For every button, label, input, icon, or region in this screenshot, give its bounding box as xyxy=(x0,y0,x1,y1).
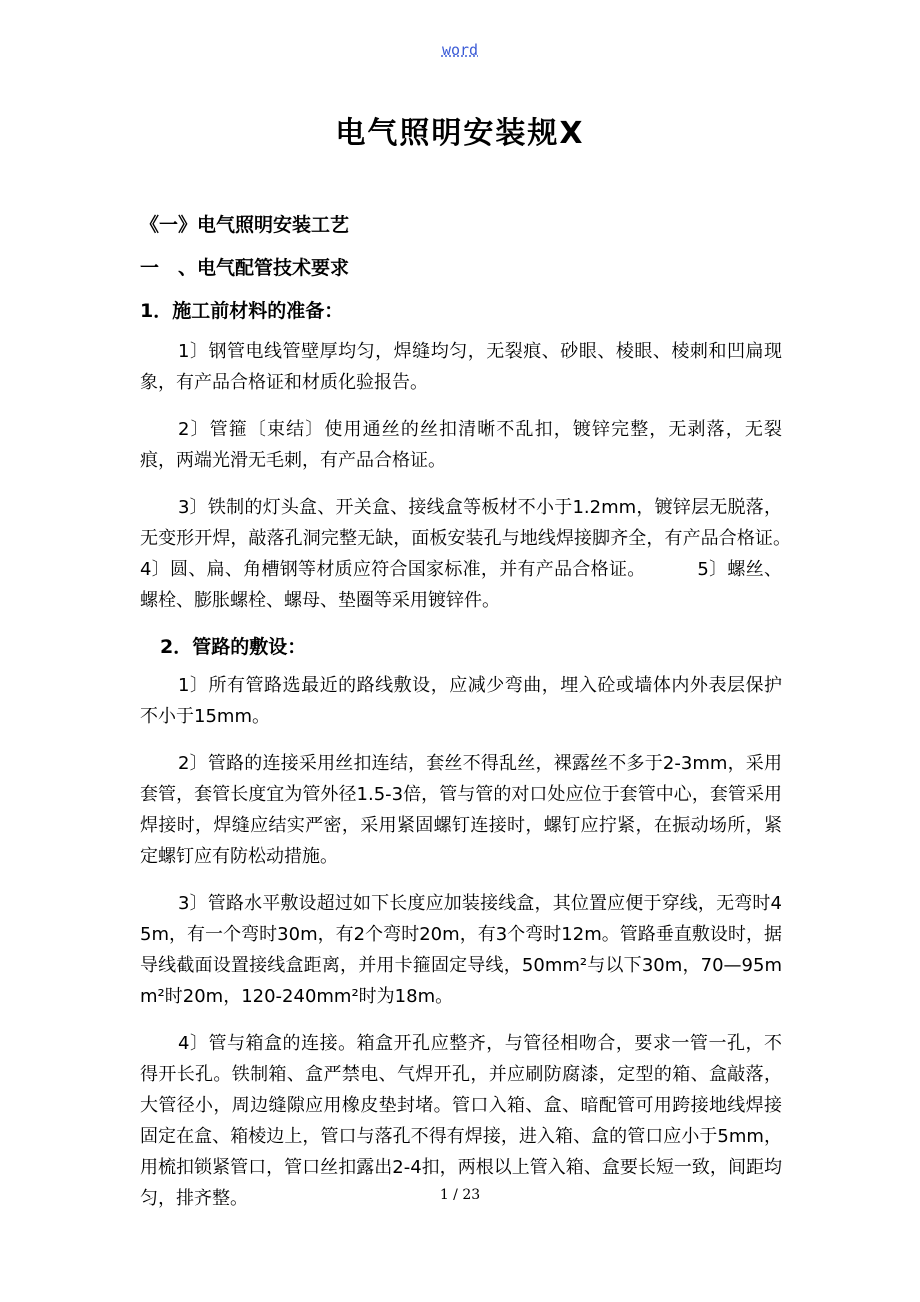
document-body xyxy=(140,210,824,1230)
header xyxy=(0,40,920,60)
document-title: 电气照明安装规X xyxy=(335,116,585,151)
part2-heading: 2．管路的敷设： xyxy=(160,636,307,658)
part2-paragraph-3: 3〕管路水平敷设超过如下长度应加装接线盒，其位置应便于穿线，无弯时45m，有一个弯时30m，有2个弯时20m，有3个弯时12m。管路垂直敷设时，据导线截面设置接线盒距离，并用卡箍固定导线，50mm²与以下30m，70—95mm²时20m，120-240mm²时为18m。 xyxy=(140,893,782,1007)
part1-paragraph-2: 2〕管箍〔束结〕使用通丝的丝扣清晰不乱扣，镀锌完整，无剥落，无裂痕，两端光滑无毛刺，有产品合格证。 xyxy=(140,419,782,471)
part2-paragraph-1: 1〕所有管路选最近的路线敷设，应减少弯曲，埋入砼或墙体内外表层保护不小于15mm。 xyxy=(140,675,782,727)
subsection-title: 一 、电气配管技术要求 xyxy=(140,257,350,279)
part2-paragraph-4: 4〕管与箱盒的连接。箱盒开孔应整齐，与管径相吻合，要求一管一孔，不得开长孔。铁制箱、盒严禁电、气焊开孔，并应刷防腐漆，定型的箱、盒敲落，大管径小，周边缝隙应用橡皮垫封堵。管口入箱、盒、暗配管可用跨接地线焊接固定在盒、箱棱边上，管口与落孔不得有焊接，进入箱、盒的管口应小于5mm，用梳扣锁紧管口，管口丝扣露出2-4扣，两根以上管入箱、盒要长短一致，间距均匀，排齐整。 xyxy=(140,1033,782,1209)
section-title: 《一》电气照明安装工艺 xyxy=(140,214,350,236)
part1-heading: 1．施工前材料的准备： xyxy=(140,300,344,322)
part1-paragraph-1: 1〕钢管电线管壁厚均匀，焊缝均匀，无裂痕、砂眼、棱眼、棱刺和凹扁现象，有产品合格证和材质化验报告。 xyxy=(140,341,782,393)
part2-paragraph-2: 2〕管路的连接采用丝扣连结，套丝不得乱丝，裸露丝不多于2-3mm，采用套管，套管长度宜为管外径1.5-3倍，管与管的对口处应位于套管中心，套管采用焊接时，焊缝应结实严密，采用紧固螺钉连接时，螺钉应拧紧，在振动场所，紧定螺钉应有防松动措施。 xyxy=(140,753,782,867)
part1-paragraph-3: 3〕铁制的灯头盒、开关盒、接线盒等板材不小于1.2mm，镀锌层无脱落，无变形开焊，敲落孔洞完整无缺，面板安装孔与地线焊接脚齐全，有产品合格证。 4〕圆、扁、角槽钢等材质应符合国家标准，并有产品合格证。 5〕螺丝、螺栓、膨胀螺栓、螺母、垫圈等采用镀锌件。 xyxy=(140,497,824,611)
word-link[interactable]: word xyxy=(441,41,479,59)
page-indicator: 1 / 23 xyxy=(439,1187,481,1203)
